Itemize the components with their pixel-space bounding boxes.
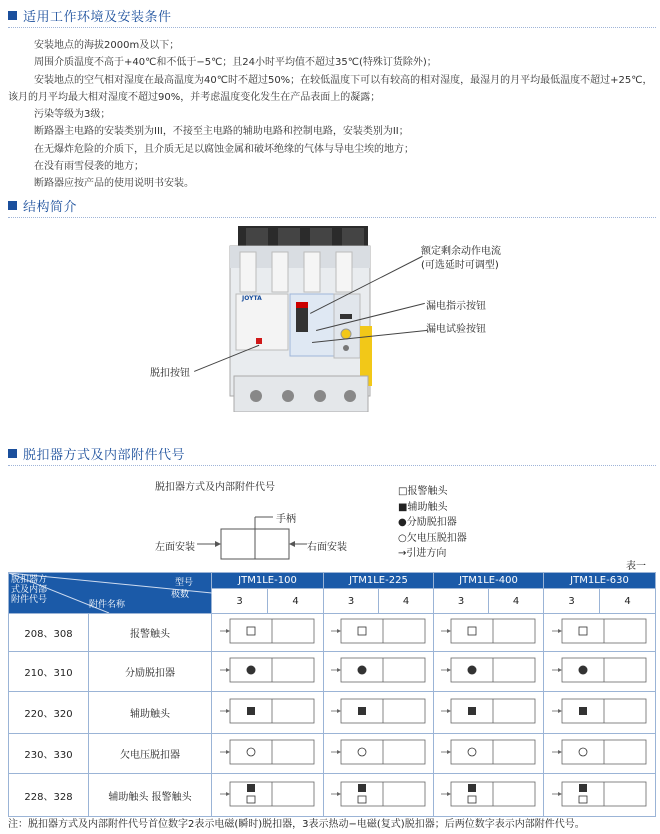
section-title-text: 适用工作环境及安装条件 [23, 9, 172, 25]
table-corner-cell [9, 573, 212, 614]
section-divider [8, 465, 656, 466]
accessory-name: 分励脱扣器 [89, 652, 212, 692]
accessory-code: 230、330 [9, 734, 89, 774]
conditions-text [8, 37, 653, 193]
accessory-symbol-cell [324, 692, 434, 734]
brand-logo-text: JOYTA [242, 295, 262, 302]
accessory-symbol-cell [434, 734, 544, 774]
accessory-code: 210、310 [9, 652, 89, 692]
label-trip-button: 脱扣按钮 [150, 368, 190, 379]
pole-header: 3 [324, 589, 379, 614]
label-leak-indicator: 漏电指示按钮 [426, 301, 486, 312]
section-square-icon [8, 449, 17, 458]
breaker-symbol-aux-alarm-icon [439, 779, 539, 809]
breaker-symbol-shunt-icon [329, 655, 429, 685]
breaker-symbol-alarm-icon [329, 616, 429, 646]
accessory-symbol-cell [434, 652, 544, 692]
table-row [9, 652, 656, 692]
diagram-left-label: 左面安装 [155, 542, 195, 553]
corner-pole-label: 极数 [171, 590, 190, 600]
breaker-symbol-shunt-icon [550, 655, 650, 685]
accessory-symbol-cell [544, 774, 656, 817]
table-row [9, 692, 656, 734]
legend-item: ○欠电压脱扣器 [398, 532, 467, 544]
condition-line: 在没有雨雪侵袭的地方； [34, 161, 144, 173]
section-divider [8, 27, 656, 28]
breaker-symbol-aux-icon [218, 696, 318, 726]
accessory-symbol-cell [434, 692, 544, 734]
accessory-symbol-cell [544, 614, 656, 652]
table-number: 表一 [626, 561, 646, 572]
diagram-caption: 脱扣器方式及内部附件代号 [155, 482, 275, 493]
legend-item: □报警触头 [398, 486, 448, 497]
section-title-tripper [8, 444, 185, 462]
section-divider [8, 217, 656, 218]
condition-line: 周围介质温度不高于+40℃和不低于−5℃；且24小时平均值不超过35℃(特殊订货除外)； [34, 57, 437, 69]
diagram-right-label: 右面安装 [307, 542, 347, 553]
pole-header: 3 [212, 589, 268, 614]
condition-line: 安装地点的空气相对湿度在最高温度为40℃时不超过50%；在较低温度下可以有较高的相对湿度，最湿月的月平均最低温度不超过+25℃，该月的月平均最大相对湿度不超过90%，并考虑温度变化发生在产品表面上的凝露； [8, 74, 653, 103]
breaker-symbol-aux-icon [439, 696, 539, 726]
corner-code-label: 脱扣器方 [11, 575, 48, 585]
condition-line: 断路器应按产品的使用说明书安装。 [34, 178, 194, 190]
breaker-symbol-shunt-icon [218, 655, 318, 685]
breaker-symbol-under-icon [439, 737, 539, 767]
model-header: JTM1LE-630 [544, 573, 656, 589]
accessory-symbol-cell [434, 774, 544, 817]
accessory-table [8, 572, 656, 817]
accessory-code: 228、328 [9, 774, 89, 817]
pole-header: 3 [544, 589, 600, 614]
table-row [9, 774, 656, 817]
section-title-structure [8, 196, 77, 214]
model-header: JTM1LE-100 [212, 573, 324, 589]
accessory-symbol-cell [212, 652, 324, 692]
corner-name-label: 附件名称 [89, 600, 126, 610]
model-header: JTM1LE-400 [434, 573, 544, 589]
model-header: JTM1LE-225 [324, 573, 434, 589]
breaker-symbol-under-icon [218, 737, 318, 767]
section-square-icon [8, 11, 17, 20]
section-title-text: 脱扣器方式及内部附件代号 [23, 447, 186, 463]
table-row [9, 734, 656, 774]
label-delay-adjustable: (可选延时可调型) [421, 260, 499, 271]
table-body [9, 614, 656, 817]
pole-header: 3 [434, 589, 489, 614]
breaker-symbol-aux-alarm-icon [550, 779, 650, 809]
accessory-symbol-cell [544, 652, 656, 692]
breaker-symbol-under-icon [550, 737, 650, 767]
condition-line: 污染等级为3级； [34, 109, 111, 121]
corner-model-label: 型号 [175, 578, 194, 588]
breaker-symbol-alarm-icon [218, 616, 318, 646]
breaker-symbol-aux-alarm-icon [218, 779, 318, 809]
accessory-name: 报警触头 [89, 614, 212, 652]
circuit-breaker-image [220, 226, 390, 412]
accessory-symbol-cell [324, 652, 434, 692]
accessory-code: 208、308 [9, 614, 89, 652]
condition-line: 安装地点的海拔2000m及以下； [34, 40, 180, 51]
corner-code-label: 式及内部 [11, 585, 48, 595]
footnote: 注：脱扣器方式及内部附件代号首位数字2表示电磁(瞬时)脱扣器，3表示热动−电磁(复式)脱扣器；后两位数字表示内部附件代号。 [8, 819, 585, 830]
accessory-name: 欠电压脱扣器 [89, 734, 212, 774]
accessory-symbol-cell [212, 692, 324, 734]
corner-code-label: 附件代号 [11, 595, 48, 605]
breaker-symbol-shunt-icon [439, 655, 539, 685]
accessory-symbol-cell [544, 734, 656, 774]
section-square-icon [8, 201, 17, 210]
accessory-symbol-cell [324, 614, 434, 652]
accessory-name: 辅助触头 报警触头 [89, 774, 212, 817]
legend-item: →引进方向 [398, 548, 447, 559]
label-leak-test: 漏电试验按钮 [426, 324, 486, 335]
label-rated-residual-current: 额定剩余动作电流 [421, 246, 501, 257]
accessory-symbol-cell [434, 614, 544, 652]
breaker-symbol-aux-icon [550, 696, 650, 726]
breaker-symbol-aux-alarm-icon [329, 779, 429, 809]
accessory-name: 辅助触头 [89, 692, 212, 734]
accessory-symbol-cell [544, 692, 656, 734]
condition-line: 在无爆炸危险的介质下，且介质无足以腐蚀金属和破坏绝缘的气体与导电尘埃的地方； [34, 143, 414, 155]
breaker-symbol-under-icon [329, 737, 429, 767]
accessory-symbol-cell [324, 734, 434, 774]
pole-header: 4 [600, 589, 656, 614]
symbol-legend [398, 484, 467, 562]
breaker-symbol-alarm-icon [550, 616, 650, 646]
accessory-symbol-cell [324, 774, 434, 817]
section-title-text: 结构简介 [23, 199, 78, 215]
diagram-handle-label: 手柄 [276, 514, 296, 525]
pole-header: 4 [268, 589, 324, 614]
table-row [9, 614, 656, 652]
condition-line: 断路器主电路的安装类别为III，不接至主电路的辅助电路和控制电路，安装类别为II； [34, 126, 409, 138]
diagram-drawing [195, 505, 315, 563]
breaker-symbol-alarm-icon [439, 616, 539, 646]
breaker-symbol-aux-icon [329, 696, 429, 726]
legend-item: ■辅助触头 [398, 501, 448, 513]
accessory-symbol-cell [212, 614, 324, 652]
legend-item: ●分励脱扣器 [398, 517, 457, 528]
accessory-code: 220、320 [9, 692, 89, 734]
pole-header: 4 [379, 589, 434, 614]
pole-header: 4 [489, 589, 544, 614]
section-title-env [8, 6, 172, 24]
accessory-symbol-cell [212, 774, 324, 817]
accessory-symbol-cell [212, 734, 324, 774]
